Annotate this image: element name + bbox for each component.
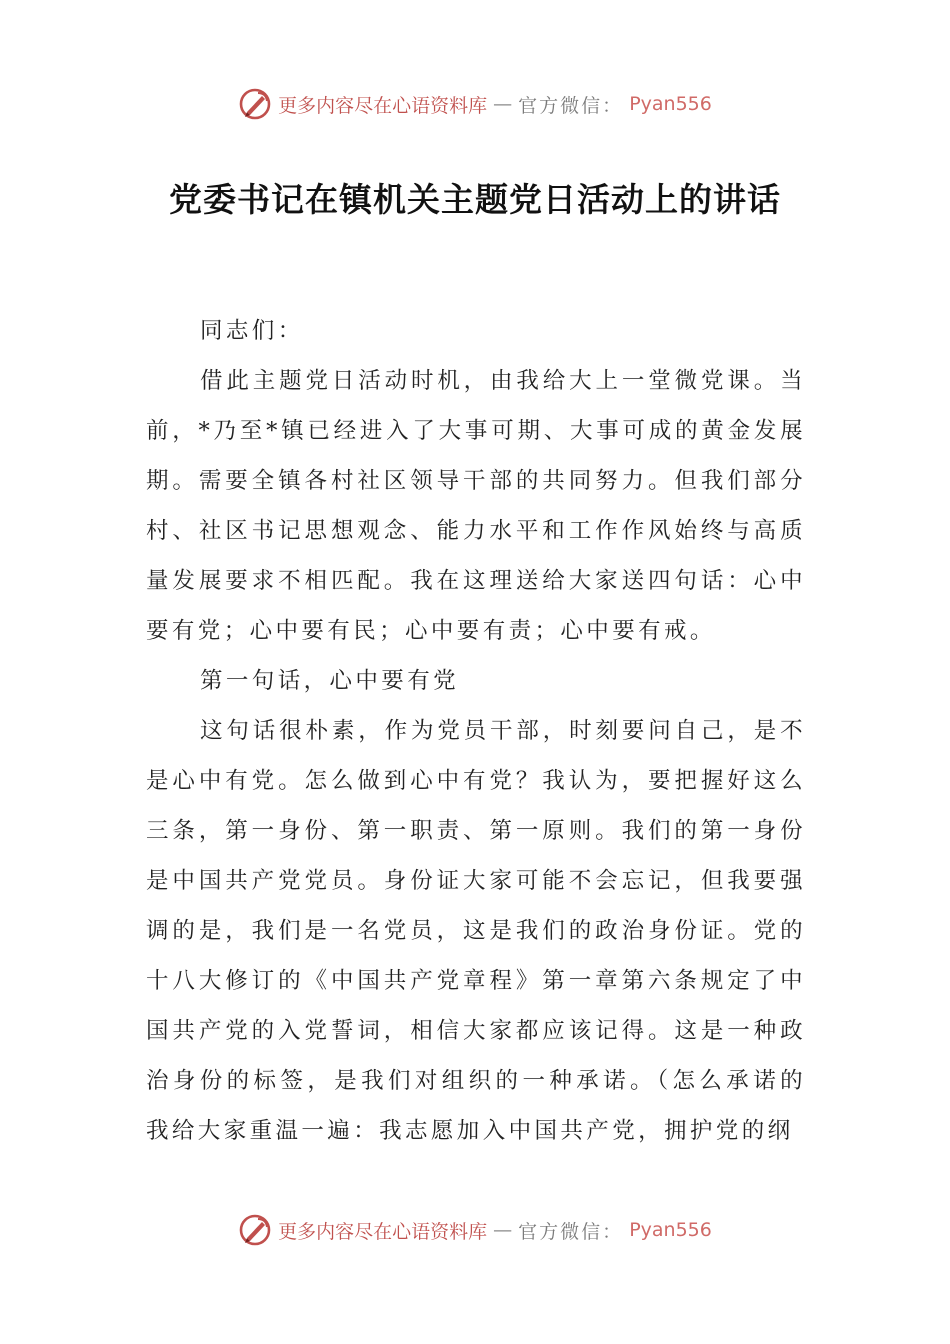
paragraph-intro: 借此主题党日活动时机，由我给大上一堂微党课。当前，*乃至*镇已经进入了大事可期、大事可成的黄金发展期。需要全镇各村社区领导干部的共同努力。但我们部分村、社区书记思想观念、能力水平和工作作风始终与高质量发展要求不相匹配。我在这理送给大家送四句话：心中要有党；心中要有民；心中要有责；心中要有戒。 (146, 368, 806, 644)
banner-official-label: 官方微信： (518, 94, 624, 117)
banner-text: 更多内容尽在心语资料库 (278, 94, 488, 117)
document-title: 党委书记在镇机关主题党日活动上的讲话 (169, 180, 781, 219)
pen-logo-icon (238, 87, 272, 121)
paragraph-heading-1: 第一句话，心中要有党 (200, 668, 460, 694)
paragraph-greeting: 同志们： (200, 318, 304, 344)
pen-logo-icon (238, 1213, 272, 1247)
banner-wechat-id: Pyan556 (629, 1219, 712, 1241)
document-body (146, 306, 806, 1156)
banner-wechat-id: Pyan556 (629, 93, 712, 115)
banner-dash: — (493, 93, 513, 115)
banner-dash: — (493, 1219, 513, 1241)
footer-watermark-banner (0, 1210, 950, 1250)
header-watermark-banner (0, 84, 950, 124)
banner-text: 更多内容尽在心语资料库 (278, 1220, 488, 1243)
banner-official-label: 官方微信： (518, 1220, 624, 1243)
paragraph-section-1: 这句话很朴素，作为党员干部，时刻要问自己，是不是心中有党。怎么做到心中有党？我认为，要把握好这么三条，第一身份、第一职责、第一原则。我们的第一身份是中国共产党党员。身份证大家可能不会忘记，但我要强调的是，我们是一名党员，这是我们的政治身份证。党的十八大修订的《中国共产党章程》第一章第六条规定了中国共产党的入党誓词，相信大家都应该记得。这是一种政治身份的标签，是我们对组织的一种承诺。（怎么承诺的我给大家重温一遍：我志愿加入中国共产党，拥护党的纲 (146, 718, 806, 1144)
